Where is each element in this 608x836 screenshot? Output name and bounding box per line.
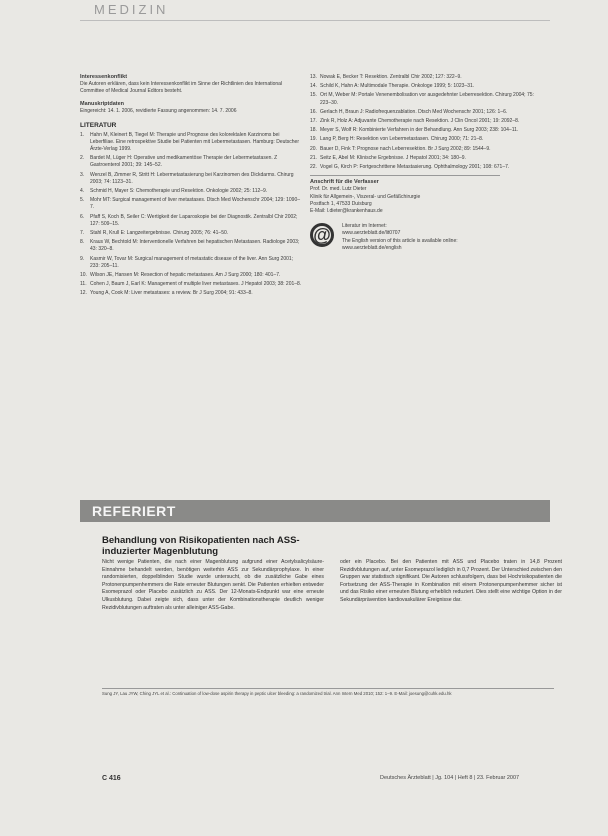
footnote: Sung JY, Lau JYW, Ching JYL et al.: Continuation of low-dose aspirin therapy in peptic ulcer bleeding: a randomized trial. Ann Intern Med 2010; 152: 1–9. E-Mail: joesung@cuhk.edu.hk <box>102 691 452 696</box>
reference-item <box>80 132 302 154</box>
reference-list-left <box>80 132 302 298</box>
reference-number: 16. <box>310 108 317 115</box>
reference-item <box>80 214 302 228</box>
at-sign-icon: @ <box>310 223 334 247</box>
journal-info: Deutsches Ärzteblatt | Jg. 104 | Heft 8 | 23. Februar 2007 <box>380 775 520 781</box>
reference-text: Stahl R, Krull E: Langzeitergebnisse. Chirurg 2005; 76: 41–50. <box>90 230 229 237</box>
reference-text: Schild K, Hahn A: Multimodale Therapie. Onkologe 1999; 5: 1023–31. <box>320 83 475 90</box>
english-link[interactable]: www.aerzteblatt.de/english <box>342 244 402 251</box>
reference-item <box>310 127 542 134</box>
reference-number: 12. <box>80 290 87 297</box>
reference-item <box>80 281 302 288</box>
reference-number: 14. <box>310 83 317 90</box>
reference-item <box>310 136 542 143</box>
manuscript-block <box>80 101 302 115</box>
reference-text: Gerlach H, Braun J: Radiofrequenzablation. Dtsch Med Wochenschr 2001; 126: 1–6. <box>320 108 508 115</box>
reference-item <box>310 155 542 162</box>
manuscript-title: Manuskriptdaten <box>80 101 125 108</box>
reference-number: 15. <box>310 92 317 99</box>
reference-number: 11. <box>80 281 87 288</box>
reference-item <box>310 92 542 106</box>
reference-text: Pfaff S, Koch B, Seiler C: Wertigkeit der Laparoskopie bei der Diagnostik. Zentralbl Chir 2002; 127: 509–15. <box>90 213 298 227</box>
reference-item <box>310 83 542 90</box>
reference-number: 18. <box>310 127 317 134</box>
reference-number: 7. <box>80 230 85 237</box>
footnote-rule <box>102 688 554 689</box>
reference-number: 3. <box>80 171 85 178</box>
reference-number: 4. <box>80 188 85 195</box>
reference-number: 19. <box>310 136 317 143</box>
reference-number: 2. <box>80 155 85 162</box>
reference-number: 1. <box>80 131 85 138</box>
address-line: Klinik für Allgemein-, Viszeral- und Gefäßchirurgie <box>310 193 421 200</box>
banner-label: REFERIERT <box>92 503 176 519</box>
article-title: Behandlung von Risikopatienten nach ASS-induzierter Magenblutung <box>102 535 300 557</box>
reference-item <box>80 172 302 186</box>
reference-text: Young A, Cook M: Liver metastases: a review. Br J Surg 2004; 91: 433–8. <box>90 290 253 297</box>
reference-number: 10. <box>80 272 87 279</box>
reference-number: 13. <box>310 74 317 80</box>
reference-item <box>310 146 542 153</box>
reference-number: 9. <box>80 255 85 262</box>
reference-text: Lang P, Berg H: Resektion von Lebermetastasen. Chirurg 2000; 71: 21–8. <box>320 136 484 143</box>
interest-title: Interessenkonflikt <box>80 74 128 80</box>
literature-heading: LITERATUR <box>80 121 117 129</box>
online-title: Literatur im Internet: <box>342 223 387 230</box>
reference-number: 21. <box>310 154 317 161</box>
reference-item <box>80 197 302 211</box>
article <box>102 535 562 612</box>
reference-item <box>80 256 302 270</box>
reference-text: Zink R, Holz A: Adjuvante Chemotherapie nach Resektion. J Clin Oncol 2001; 19: 2092–8. <box>320 118 520 125</box>
online-link[interactable]: www.aerzteblatt.de/lit0707 <box>342 230 401 237</box>
reference-text: Kraus W, Bechtold M: Interventionelle Verfahren bei hepatischen Metastasen. Radiologe 2003; 43: 320–8. <box>90 239 300 253</box>
left-column <box>80 74 302 300</box>
reference-number: 6. <box>80 213 85 220</box>
reference-text: Kasmir W, Tovar M: Surgical management of metastatic disease of the liver. Ann Surg 2001; 233: 205–11. <box>90 255 294 269</box>
reference-item <box>80 239 302 253</box>
reference-text: Bauer D, Fink T: Prognose nach Leberresektion. Br J Surg 2002; 89: 1544–9. <box>320 145 491 152</box>
address-line[interactable]: E-Mail: l.dieter@krankenhaus.de <box>310 208 383 215</box>
online-block <box>310 223 542 252</box>
right-column <box>310 74 542 252</box>
address-title: Anschrift für die Verfasser <box>310 179 379 186</box>
reference-text: Nowak E, Becker T: Resektion. Zentralbl Chir 2002; 127: 322–9. <box>320 74 462 80</box>
article-column-2: oder ein Placebo. Bei den Patienten mit ASS und Placebo traten in 14,8 Prozent Rezidivblutungen auf, unter Esomeprazol lediglich in 0,7 Prozent. Der Unterschied zwischen den Gruppen war statistisch signifikant. Die Autoren schlussfolgern, dass bei Hochrisikopatienten die Fortsetzung der ASS-Therapie in Kombination mit einem Protonenpumpenhemmer sicher ist und das Risiko einer erneuten Blutung erheblich reduziert. Dies stellt eine wichtige Option in der Sekundärprävention kardiovaskulärer Ereignisse dar. <box>340 559 562 603</box>
english-note: The English version of this article is available online: <box>342 237 458 244</box>
reference-item <box>80 290 302 297</box>
reference-item <box>80 230 302 237</box>
interest-text: Die Autoren erklären, dass kein Interessenkonflikt im Sinne der Richtlinien des International Committee of Medical Journal Editors besteht. <box>80 81 283 95</box>
interest-block <box>80 74 302 95</box>
reference-text: Cohen J, Baum J, Earl K: Management of multiple liver metastases. J Hepatol 2003; 38: 201–8. <box>90 281 302 288</box>
reference-number: 17. <box>310 118 317 125</box>
reference-number: 5. <box>80 197 85 204</box>
reference-text: Ort M, Weber M: Portale Venenembolisation vor ausgedehnter Leberresektion. Chirurg 2004; 75: 223–30. <box>320 92 534 106</box>
address-rule <box>310 175 500 176</box>
reference-text: Meyer S, Wolf R: Kombinierte Verfahren in der Behandlung. Ann Surg 2003; 238: 104–11. <box>320 127 519 134</box>
reference-text: Wilson JE, Hansen M: Resection of hepatic metastases. Am J Surg 2000; 180: 401–7. <box>90 272 281 279</box>
reference-text: Wenzel B, Zimmer R, Stritt H: Lebermetastasierung bei Karzinomen des Dickdarms. Chirurg 2003; 74: 1123–31. <box>90 171 294 185</box>
reference-text: Hahn M, Kleinert B, Tiegel M: Therapie und Prognose des kolorektalen Karzinoms bei Leberfiliae. Eine retrospektive Studie bei Patienten mit Lebermetastasen. Hamburg: Deutscher Ärzte-Verlag 1999. <box>90 131 300 153</box>
reference-text: Mohr MT: Surgical management of liver metastases. Dtsch Med Wochenschr 2004; 129: 1090–7. <box>90 197 301 211</box>
reference-text: Seitz E, Abel M: Klinische Ergebnisse. J Hepatol 2001; 34: 180–9. <box>320 154 466 161</box>
section-label: MEDIZIN <box>94 2 169 17</box>
top-rule <box>80 20 550 21</box>
reference-item <box>80 272 302 279</box>
reference-text: Schmid H, Mayer S: Chemotherapie und Resektion. Onkologie 2002; 25: 112–9. <box>90 188 268 195</box>
reference-item <box>310 118 542 125</box>
address-line: Prof. Dr. med. Lutz Dieter <box>310 186 367 193</box>
reference-item <box>310 109 542 116</box>
address-block <box>310 179 542 215</box>
section-banner <box>80 500 550 522</box>
reference-item <box>310 74 542 81</box>
address-line: Postfach 1, 47533 Duisburg <box>310 200 372 207</box>
article-column-1: Nicht wenige Patienten, die nach einer Magenblutung aufgrund einer Acetylsalicylsäure-Einnahme behandelt werden, benötigen weiterhin ASS zur Sekundärprophylaxe. In einer randomisierten, doppelblinden Studie wurde untersucht, ob die zusätzliche Gabe eines Protonenpumpenhemmers die Rate erneuter Blutungen senkt. Die Patienten erhielten entweder Esomeprazol oder Placebo zusätzlich zu ASS. Der 12-Monats-Endpunkt war eine erneute Ulkusblutung. Dabei zeigte sich, dass unter der Kombinationstherapie deutlich weniger Rezidivblutungen auftraten als unter alleiniger ASS-Gabe. <box>102 559 324 611</box>
reference-text: Vogel G, Kirch P: Fortgeschrittene Metastasierung. Ophthalmology 2001; 108: 671–7. <box>320 164 510 171</box>
reference-list-right <box>310 74 542 171</box>
reference-text: Bardet M, Lüger H: Operative und medikamentöse Therapie der Lebermetastasen. Z Gastroenterol 2001; 39: 145–52. <box>90 155 278 169</box>
reference-number: 20. <box>310 145 317 152</box>
reference-item <box>80 188 302 195</box>
reference-number: 22. <box>310 164 317 171</box>
reference-item <box>310 164 542 171</box>
page-number: C 416 <box>102 775 121 782</box>
reference-item <box>80 155 302 169</box>
manuscript-text: Eingereicht: 14. 1. 2006, revidierte Fassung angenommen: 14. 7. 2006 <box>80 108 237 115</box>
reference-number: 8. <box>80 239 85 246</box>
